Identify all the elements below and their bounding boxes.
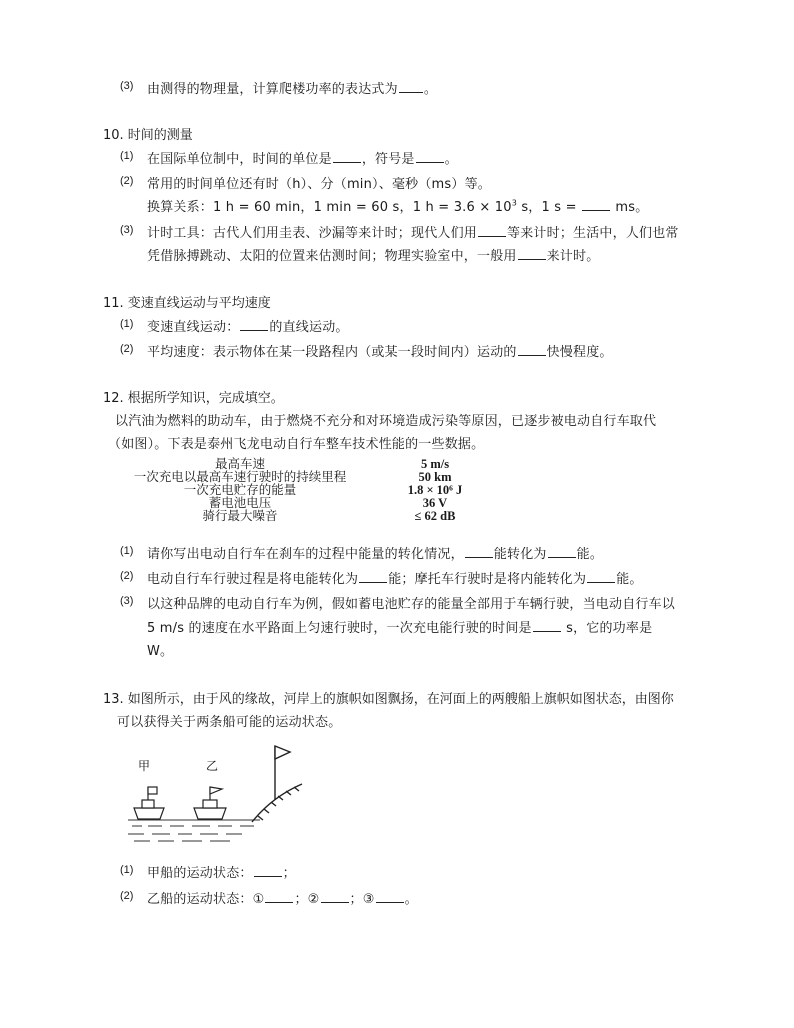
item-number: (2) (120, 175, 134, 187)
intro-line: 以汽油为燃料的助动车，由于燃烧不充分和对环境造成污染等原因，已逐步被电动自行车取代 (115, 414, 657, 429)
text: 在国际单位制中，时间的单位是 (147, 152, 332, 167)
item-number: (3) (120, 595, 134, 607)
item-number: (1) (120, 864, 134, 876)
item-number: (1) (120, 318, 134, 330)
spec-table (120, 458, 510, 523)
spec-value: ≤ 62 dB (414, 509, 456, 523)
text: ；② (294, 892, 320, 907)
question-line (147, 316, 349, 335)
answer-blank[interactable] (587, 571, 615, 583)
text: 5 m/s 的速度在水平路面上匀速行驶时，一次充电能行驶的时间是 (147, 621, 532, 636)
question-line (147, 888, 418, 907)
question-line (147, 78, 437, 97)
text: 计时工具：古代人们用圭表、沙漏等来计时；现代人们用 (147, 226, 478, 241)
answer-blank[interactable] (399, 81, 423, 93)
intro-line: （如图）。下表是泰州飞龙电动自行车整车技术性能的一些数据。 (108, 437, 485, 452)
item-number: (1) (120, 150, 134, 162)
text: 乙船的运动状态：① (147, 892, 265, 907)
answer-blank[interactable] (240, 319, 268, 331)
question-line: 常用的时间单位还有时（h）、分（min）、毫秒（ms）等。 (147, 177, 491, 192)
answer-blank[interactable] (321, 891, 349, 903)
conversion-line (147, 196, 648, 215)
question-line: 以这种品牌的电动自行车为例，假如蓄电池贮存的能量全部用于车辆行驶，当电动自行车以 (147, 597, 676, 612)
text: 能；摩托车行驶时是将内能转化为 (388, 572, 587, 587)
question-line (147, 568, 643, 587)
question-line (147, 245, 599, 264)
question-line: 可以获得关于两条船可能的运动状态。 (117, 715, 342, 730)
answer-blank[interactable] (333, 151, 361, 163)
answer-blank[interactable] (478, 225, 506, 237)
spec-key: 蓄电池电压 (208, 496, 272, 510)
answer-blank[interactable] (465, 546, 493, 558)
question-title: 12. 根据所学知识，完成填空。 (103, 391, 284, 406)
answer-blank[interactable] (376, 891, 404, 903)
text: 由测得的物理量，计算爬楼功率的表达式为 (147, 82, 398, 97)
question-line (147, 617, 652, 636)
item-number: (3) (120, 80, 134, 92)
question-line (147, 862, 296, 881)
item-number: (2) (120, 890, 134, 902)
text: ；③ (349, 892, 375, 907)
text: 等来计时；生活中，人们也常 (507, 226, 679, 241)
table-row (120, 484, 510, 497)
answer-blank[interactable] (416, 151, 444, 163)
text: 变速直线运动： (147, 320, 240, 335)
text: 甲船的运动状态： (147, 866, 253, 881)
text: 来计时。 (546, 249, 600, 264)
question-line (147, 341, 613, 360)
text: ； (282, 866, 296, 881)
answer-blank[interactable] (518, 344, 546, 356)
item-number: (3) (120, 224, 134, 236)
spec-value: 1.8 × 10⁶ J (407, 483, 463, 497)
exponent: 3 (511, 198, 517, 208)
spec-key: 一次充电贮存的能量 (183, 483, 297, 497)
text: 能转化为 (493, 547, 547, 562)
answer-blank[interactable] (254, 865, 282, 877)
spec-key: 最高车速 (214, 457, 265, 471)
text: 凭借脉搏跳动、太阳的位置来估测时间；物理实验室中，一般用 (147, 249, 517, 264)
spec-value: 5 m/s (420, 457, 450, 471)
answer-blank[interactable] (359, 571, 387, 583)
item-number: (1) (120, 545, 134, 557)
text: 。 (404, 892, 418, 907)
boat-b (194, 787, 226, 819)
text: 请你写出电动自行车在刹车的过程中能量的转化情况， (147, 547, 464, 562)
item-number: (2) (120, 343, 134, 355)
question-title: 13. 如图所示，由于风的缘故，河岸上的旗帜如图飘扬，在河面上的两艘船上旗帜如图状态，由图你 (103, 692, 674, 707)
boat-b-label: 乙 (206, 759, 219, 773)
text: s，它的功率是 (561, 621, 653, 636)
text: 平均速度：表示物体在某一段路程内（或某一段时间内）运动的 (147, 345, 517, 360)
text: 换算关系：1 h = 60 min，1 min = 60 s，1 h = 3.6 × 10 (147, 200, 512, 215)
text: ms。 (611, 200, 649, 215)
water-surface (128, 820, 260, 841)
question-line (147, 543, 603, 562)
boat-a (134, 787, 164, 819)
text: 。 (423, 82, 438, 97)
text: ，符号是 (361, 152, 415, 167)
boat-a-label: 甲 (138, 759, 151, 773)
question-title: 10. 时间的测量 (103, 128, 193, 143)
question-line (147, 148, 458, 167)
answer-blank[interactable] (533, 620, 561, 632)
text: 能。 (616, 572, 643, 587)
text: s，1 s = (516, 200, 582, 215)
text: 电动自行车行驶过程是将电能转化为 (147, 572, 359, 587)
answer-blank[interactable] (582, 199, 610, 211)
question-line: W。 (147, 644, 174, 659)
table-row (120, 510, 510, 523)
item-number: (2) (120, 570, 134, 582)
spec-value: 50 km (418, 470, 452, 484)
boats-figure (122, 742, 312, 852)
text: 的直线运动。 (269, 320, 349, 335)
spec-key: 一次充电以最高车速行驶时的持续里程 (133, 470, 347, 484)
shore (252, 784, 302, 822)
answer-blank[interactable] (548, 546, 576, 558)
text: 快慢程度。 (546, 345, 613, 360)
question-title: 11. 变速直线运动与平均速度 (103, 296, 271, 311)
text: 能。 (576, 547, 604, 562)
spec-value: 36 V (422, 496, 448, 510)
answer-blank[interactable] (518, 248, 546, 260)
answer-blank[interactable] (265, 891, 293, 903)
question-line (147, 222, 679, 241)
spec-key: 骑行最大噪音 (202, 509, 278, 523)
text: 。 (444, 152, 458, 167)
